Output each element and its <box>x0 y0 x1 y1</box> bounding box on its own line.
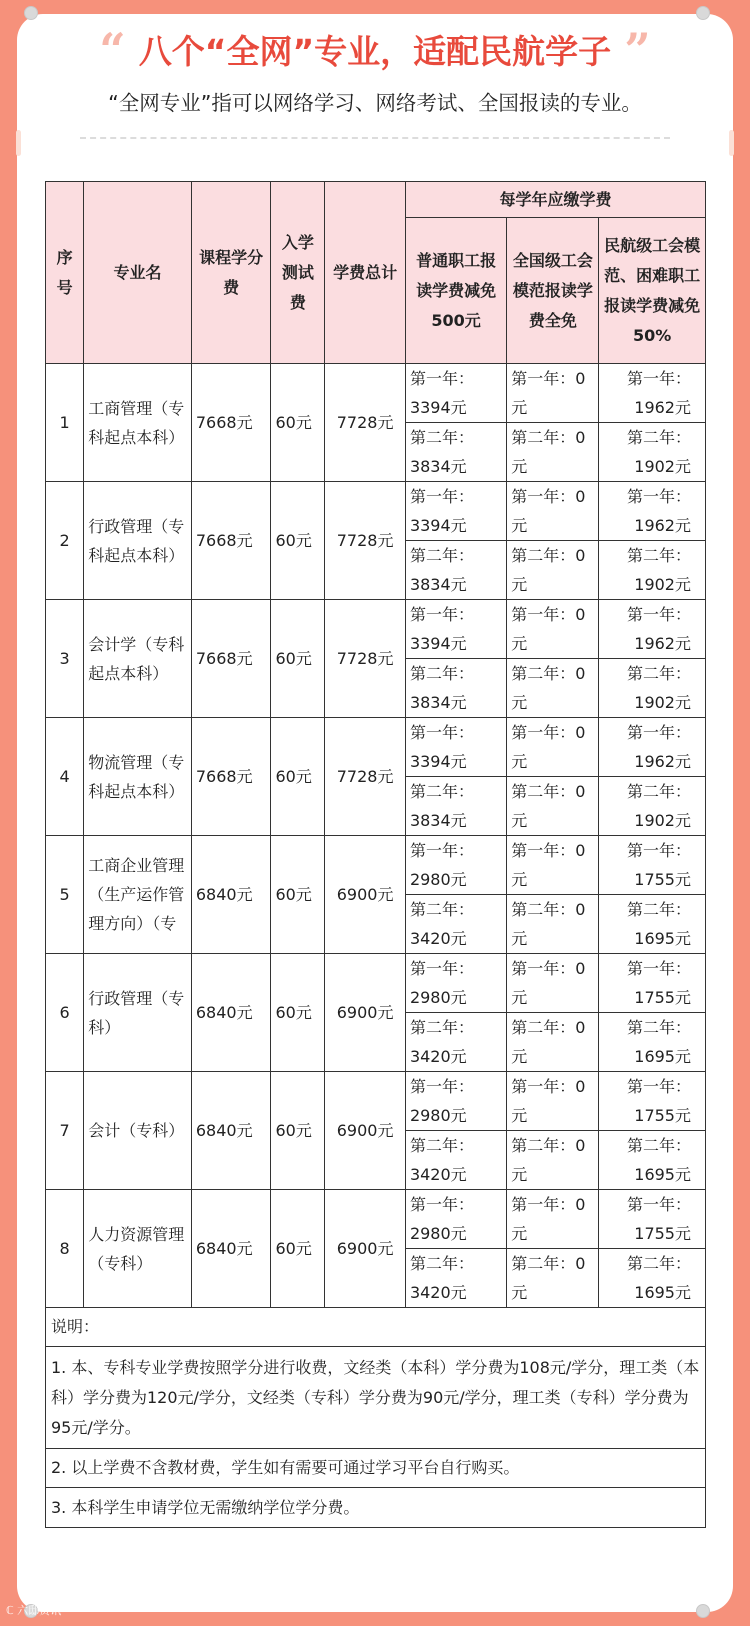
cell-caac-y1 <box>599 1190 706 1249</box>
table-row <box>46 1190 706 1249</box>
table-row <box>46 482 706 541</box>
cell-no: 3 <box>46 600 84 718</box>
cell-major-name: 行政管理（专科） <box>84 954 192 1072</box>
quote-open-icon: “ <box>99 23 126 77</box>
cell-credit-fee: 7668元 <box>191 600 271 718</box>
notes-label: 说明： <box>46 1308 706 1347</box>
note-item: 2. 以上学费不含教材费，学生如有需要可通过学习平台自行购买。 <box>46 1449 706 1488</box>
cell-normal-y1: 第一年：2980元 <box>405 1190 506 1249</box>
page-title: 八个“全网”专业，适配民航学子 <box>138 32 612 71</box>
cell-national-y2: 第二年：0元 <box>507 895 599 954</box>
cell-national-y1: 第一年：0元 <box>507 1072 599 1131</box>
cell-normal-y2: 第二年：3834元 <box>405 423 506 482</box>
cell-normal-y1: 第一年：2980元 <box>405 954 506 1013</box>
caac-y2-value: 1902元 <box>634 575 691 594</box>
cell-national-y1: 第一年：0元 <box>507 600 599 659</box>
cell-normal-y1: 第一年：3394元 <box>405 718 506 777</box>
cell-no: 7 <box>46 1072 84 1190</box>
cell-credit-fee: 6840元 <box>191 954 271 1072</box>
cell-total: 6900元 <box>325 836 406 954</box>
cell-national-y1: 第一年：0元 <box>507 482 599 541</box>
cell-national-y2: 第二年：0元 <box>507 1249 599 1308</box>
header-annual: 每学年应缴学费 <box>405 182 705 218</box>
cell-credit-fee: 7668元 <box>191 718 271 836</box>
cell-caac-y2 <box>599 541 706 600</box>
cell-major-name: 会计学（专科起点本科） <box>84 600 192 718</box>
cell-caac-y2 <box>599 423 706 482</box>
fee-table <box>45 181 706 1528</box>
watermark: ℂ 六邸资讯 <box>6 1604 62 1617</box>
quote-close-icon: ” <box>624 23 651 77</box>
header-caac: 民航级工会模范、困难职工报读学费减免50% <box>599 218 706 364</box>
caac-y2-label: 第二年： <box>626 546 691 565</box>
cell-credit-fee: 7668元 <box>191 364 271 482</box>
caac-y2-value: 1695元 <box>634 1165 691 1184</box>
header-credit-fee: 课程学分费 <box>191 182 271 364</box>
caac-y1-value: 1962元 <box>634 634 691 653</box>
cell-caac-y2 <box>599 1131 706 1190</box>
caac-y2-value: 1695元 <box>634 1047 691 1066</box>
table-row <box>46 954 706 1013</box>
caac-y1-value: 1755元 <box>634 870 691 889</box>
dashed-divider <box>80 137 670 139</box>
side-tab-right <box>729 130 734 156</box>
cell-test-fee: 60元 <box>271 482 325 600</box>
caac-y1-label: 第一年： <box>626 487 691 506</box>
cell-caac-y2 <box>599 1249 706 1308</box>
cell-caac-y1 <box>599 482 706 541</box>
cell-major-name: 会计（专科） <box>84 1072 192 1190</box>
cell-no: 6 <box>46 954 84 1072</box>
cell-credit-fee: 6840元 <box>191 1190 271 1308</box>
caac-y1-value: 1962元 <box>634 398 691 417</box>
caac-y1-label: 第一年： <box>626 1077 691 1096</box>
caac-y1-value: 1755元 <box>634 988 691 1007</box>
cell-major-name: 工商管理（专科起点本科） <box>84 364 192 482</box>
side-tab-left <box>16 130 21 156</box>
cell-caac-y1 <box>599 1072 706 1131</box>
pin-top-right <box>696 6 710 20</box>
cell-test-fee: 60元 <box>271 1190 325 1308</box>
pin-top-left <box>24 6 38 20</box>
caac-y1-value: 1755元 <box>634 1106 691 1125</box>
caac-y2-label: 第二年： <box>626 1018 691 1037</box>
note-item: 3. 本科学生申请学位无需缴纳学位学分费。 <box>46 1488 706 1528</box>
caac-y2-label: 第二年： <box>626 900 691 919</box>
table-row <box>46 600 706 659</box>
cell-test-fee: 60元 <box>271 954 325 1072</box>
table-row <box>46 718 706 777</box>
caac-y1-value: 1962元 <box>634 752 691 771</box>
caac-y2-label: 第二年： <box>626 428 691 447</box>
caac-y1-value: 1962元 <box>634 516 691 535</box>
cell-test-fee: 60元 <box>271 1072 325 1190</box>
cell-test-fee: 60元 <box>271 600 325 718</box>
cell-national-y2: 第二年：0元 <box>507 659 599 718</box>
caac-y1-label: 第一年： <box>626 841 691 860</box>
caac-y1-label: 第一年： <box>626 605 691 624</box>
cell-caac-y1 <box>599 836 706 895</box>
caac-y2-value: 1695元 <box>634 929 691 948</box>
cell-test-fee: 60元 <box>271 718 325 836</box>
cell-national-y2: 第二年：0元 <box>507 423 599 482</box>
cell-total: 7728元 <box>325 600 406 718</box>
cell-national-y2: 第二年：0元 <box>507 1013 599 1072</box>
cell-national-y1: 第一年：0元 <box>507 364 599 423</box>
caac-y2-value: 1902元 <box>634 811 691 830</box>
caac-y2-value: 1902元 <box>634 693 691 712</box>
cell-no: 2 <box>46 482 84 600</box>
cell-normal-y2: 第二年：3420元 <box>405 1249 506 1308</box>
cell-no: 8 <box>46 1190 84 1308</box>
cell-normal-y1: 第一年：3394元 <box>405 600 506 659</box>
caac-y1-label: 第一年： <box>626 369 691 388</box>
cell-no: 4 <box>46 718 84 836</box>
cell-normal-y2: 第二年：3420元 <box>405 1013 506 1072</box>
pin-bottom-right <box>696 1604 710 1618</box>
cell-no: 1 <box>46 364 84 482</box>
cell-test-fee: 60元 <box>271 836 325 954</box>
caac-y1-value: 1755元 <box>634 1224 691 1243</box>
header-no: 序号 <box>46 182 84 364</box>
cell-national-y1: 第一年：0元 <box>507 1190 599 1249</box>
table-row <box>46 364 706 423</box>
cell-normal-y1: 第一年：3394元 <box>405 364 506 423</box>
cell-normal-y2: 第二年：3834元 <box>405 659 506 718</box>
cell-caac-y1 <box>599 954 706 1013</box>
cell-normal-y2: 第二年：3420元 <box>405 895 506 954</box>
cell-major-name: 工商企业管理（生产运作管理方向）（专 <box>84 836 192 954</box>
cell-caac-y1 <box>599 600 706 659</box>
cell-caac-y2 <box>599 895 706 954</box>
cell-test-fee: 60元 <box>271 364 325 482</box>
caac-y2-label: 第二年： <box>626 782 691 801</box>
caac-y2-value: 1902元 <box>634 457 691 476</box>
caac-y2-label: 第二年： <box>626 1136 691 1155</box>
cell-normal-y2: 第二年：3834元 <box>405 777 506 836</box>
cell-total: 6900元 <box>325 954 406 1072</box>
cell-national-y1: 第一年：0元 <box>507 718 599 777</box>
cell-total: 7728元 <box>325 364 406 482</box>
cell-total: 7728元 <box>325 482 406 600</box>
cell-total: 6900元 <box>325 1072 406 1190</box>
cell-normal-y2: 第二年：3420元 <box>405 1131 506 1190</box>
cell-credit-fee: 6840元 <box>191 836 271 954</box>
cell-caac-y2 <box>599 777 706 836</box>
header-total: 学费总计 <box>325 182 406 364</box>
cell-caac-y2 <box>599 659 706 718</box>
cell-caac-y1 <box>599 718 706 777</box>
cell-caac-y1 <box>599 364 706 423</box>
cell-normal-y1: 第一年：2980元 <box>405 1072 506 1131</box>
page-subtitle: “全网专业”指可以网络学习、网络考试、全国报读的专业。 <box>108 91 642 115</box>
caac-y2-value: 1695元 <box>634 1283 691 1302</box>
header-test-fee: 入学测试费 <box>271 182 325 364</box>
cell-caac-y2 <box>599 1013 706 1072</box>
cell-national-y1: 第一年：0元 <box>507 954 599 1013</box>
caac-y1-label: 第一年： <box>626 1195 691 1214</box>
title-row <box>0 23 750 77</box>
cell-national-y1: 第一年：0元 <box>507 836 599 895</box>
header-national: 全国级工会模范报读学费全免 <box>507 218 599 364</box>
cell-no: 5 <box>46 836 84 954</box>
cell-national-y2: 第二年：0元 <box>507 777 599 836</box>
header-normal: 普通职工报读学费减免500元 <box>405 218 506 364</box>
cell-total: 7728元 <box>325 718 406 836</box>
caac-y1-label: 第一年： <box>626 723 691 742</box>
table-row <box>46 1072 706 1131</box>
cell-total: 6900元 <box>325 1190 406 1308</box>
caac-y1-label: 第一年： <box>626 959 691 978</box>
caac-y2-label: 第二年： <box>626 664 691 683</box>
cell-national-y2: 第二年：0元 <box>507 1131 599 1190</box>
cell-credit-fee: 6840元 <box>191 1072 271 1190</box>
cell-national-y2: 第二年：0元 <box>507 541 599 600</box>
cell-normal-y1: 第一年：3394元 <box>405 482 506 541</box>
cell-normal-y1: 第一年：2980元 <box>405 836 506 895</box>
cell-major-name: 行政管理（专科起点本科） <box>84 482 192 600</box>
note-item: 1. 本、专科专业学费按照学分进行收费，文经类（本科）学分费为108元/学分，理工类（本科）学分费为120元/学分，文经类（专科）学分费为90元/学分，理工类（专科）学分费为95元/学分。 <box>46 1347 706 1449</box>
cell-major-name: 人力资源管理（专科） <box>84 1190 192 1308</box>
cell-major-name: 物流管理（专科起点本科） <box>84 718 192 836</box>
caac-y2-label: 第二年： <box>626 1254 691 1273</box>
header-name: 专业名 <box>84 182 192 364</box>
table-row <box>46 836 706 895</box>
cell-normal-y2: 第二年：3834元 <box>405 541 506 600</box>
cell-credit-fee: 7668元 <box>191 482 271 600</box>
